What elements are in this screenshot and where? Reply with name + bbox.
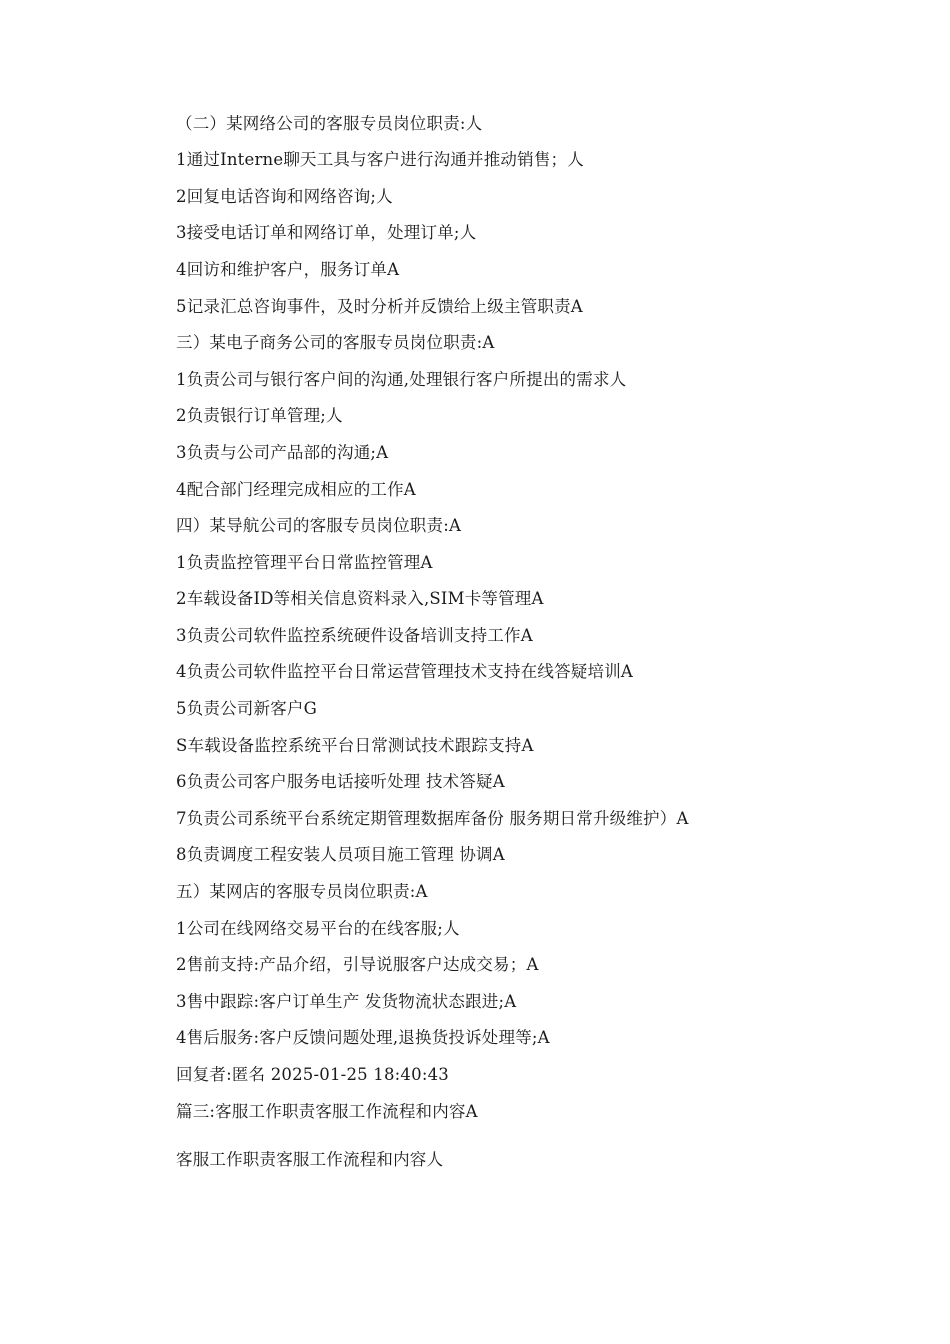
text-line: 2负责银行订单管理;人 [176, 406, 343, 425]
text-line: 4售后服务:客户反馈问题处理,退换货投诉处理等;A [176, 1028, 550, 1047]
section-heading-ecommerce-company: 三）某电子商务公司的客服专员岗位职责:A [176, 333, 495, 352]
reply-meta: 回复者:匿名 2025-01-25 18:40:43 [176, 1065, 449, 1084]
text-line: 3负责公司软件监控系统硬件设备培训支持工作A [176, 626, 533, 645]
text-line: 1公司在线网络交易平台的在线客服;人 [176, 919, 460, 938]
section-heading-navigation-company: 四）某导航公司的客服专员岗位职责:A [176, 516, 462, 535]
chapter-heading: 篇三:客服工作职责客服工作流程和内容A [176, 1102, 478, 1121]
section-heading-network-company: （二）某网络公司的客服专员岗位职责:人 [176, 114, 483, 133]
text-line: 5记录汇总咨询事件，及时分析并反馈给上级主管职责A [176, 297, 583, 316]
text-line: 4回访和维护客户，服务订单A [176, 260, 400, 279]
text-line: 1通过Interne聊天工具与客户进行沟通并推动销售；人 [176, 150, 584, 169]
text-line: 4配合部门经理完成相应的工作A [176, 480, 416, 499]
section-heading-online-store: 五）某网店的客服专员岗位职责:A [176, 882, 428, 901]
text-line: 1负责监控管理平台日常监控管理A [176, 553, 433, 572]
text-line: 3负责与公司产品部的沟通;A [176, 443, 389, 462]
text-line: 5负责公司新客户G [176, 699, 317, 718]
text-line: 2售前支持:产品介绍，引导说服客户达成交易；A [176, 955, 539, 974]
text-line: 2车载设备ID等相关信息资料录入,SIM卡等管理A [176, 589, 544, 608]
text-line: 6负责公司客户服务电话接听处理 技术答疑A [176, 772, 505, 791]
text-line: 4负责公司软件监控平台日常运营管理技术支持在线答疑培训A [176, 662, 634, 681]
chapter-title: 客服工作职责客服工作流程和内容人 [176, 1150, 444, 1169]
text-line: 7负责公司系统平台系统定期管理数据库备份 服务期日常升级维护）A [176, 809, 689, 828]
text-line: 2回复电话咨询和网络咨询;人 [176, 187, 393, 206]
text-line: 8负责调度工程安装人员项目施工管理 协调A [176, 845, 505, 864]
text-line: 3接受电话订单和网络订单，处理订单;人 [176, 223, 477, 242]
text-line: S车载设备监控系统平台日常测试技术跟踪支持A [176, 736, 534, 755]
text-line: 3售中跟踪:客户订单生产 发货物流状态跟进;A [176, 992, 517, 1011]
text-line: 1负责公司与银行客户间的沟通,处理银行客户所提出的需求人 [176, 370, 627, 389]
